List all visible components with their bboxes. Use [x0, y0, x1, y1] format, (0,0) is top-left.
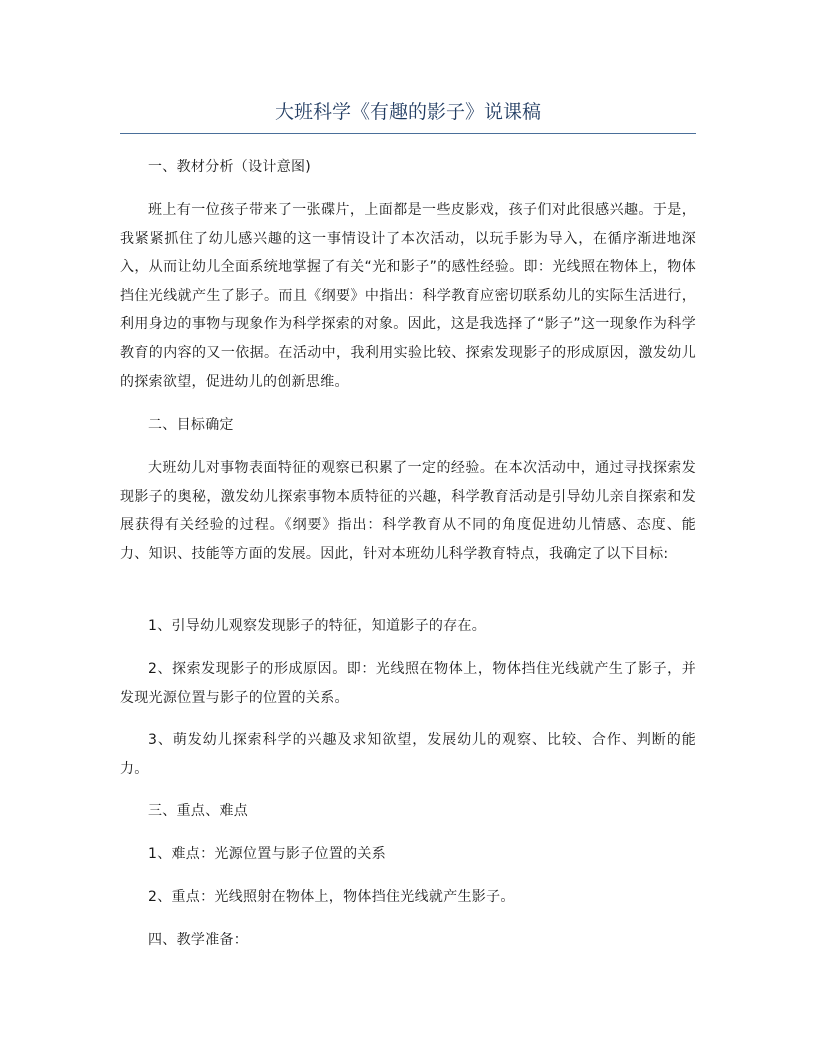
key-point-item-2: 2、重点：光线照射在物体上，物体挡住光线就产生影子。 — [148, 889, 515, 905]
section-heading-key-points: 三、重点、难点 — [148, 803, 249, 819]
goal-item-2: 2、探索发现影子的形成原因。即：光线照在物体上，物体挡住光线就产生了影子，并发现光源位置与影子的位置的关系。 — [120, 661, 696, 706]
document-title: 大班科学《有趣的影子》说课稿 — [274, 101, 541, 123]
paragraph-analysis: 班上有一位孩子带来了一张碟片，上面都是一些皮影戏，孩子们对此很感兴趣。于是，我紧紧抓住了幼儿感兴趣的这一事情设计了本次活动，以玩手影为导入，在循序渐进地深入，从而让幼儿全面系统地掌握了有关“光和影子”的感性经验。即：光线照在物体上，物体挡住光线就产生了影子。而且《纲要》中指出：科学教育应密切联系幼儿的实际生活进行，利用身边的事物与现象作为科学探索的对象。因此，这是我选择了“影子”这一现象作为科学教育的内容的又一依据。在活动中，我利用实验比较、探索发现影子的形成原因，激发幼儿的探索欲望，促进幼儿的创新思维。 — [120, 202, 696, 390]
key-point-item-1: 1、难点：光源位置与影子位置的关系 — [148, 846, 387, 862]
section-heading-preparation: 四、教学准备： — [148, 932, 249, 948]
section-heading-goals: 二、目标确定 — [148, 417, 234, 433]
section-heading-analysis: 一、教材分析（设计意图) — [148, 159, 312, 175]
paragraph-goals: 大班幼儿对事物表面特征的观察已积累了一定的经验。在本次活动中，通过寻找探索发现影子的奥秘，激发幼儿探索事物本质特征的兴趣，科学教育活动是引导幼儿亲自探索和发展获得有关经验的过程。《纲要》指出：科学教育从不同的角度促进幼儿情感、态度、能力、知识、技能等方面的发展。因此，针对本班幼儿科学教育特点，我确定了以下目标: — [120, 460, 696, 562]
title-divider — [120, 133, 696, 134]
goal-item-1: 1、引导幼儿观察发现影子的特征，知道影子的存在。 — [148, 618, 487, 634]
goal-item-3: 3、萌发幼儿探索科学的兴趣及求知欲望，发展幼儿的观察、比较、合作、判断的能力。 — [120, 732, 696, 777]
